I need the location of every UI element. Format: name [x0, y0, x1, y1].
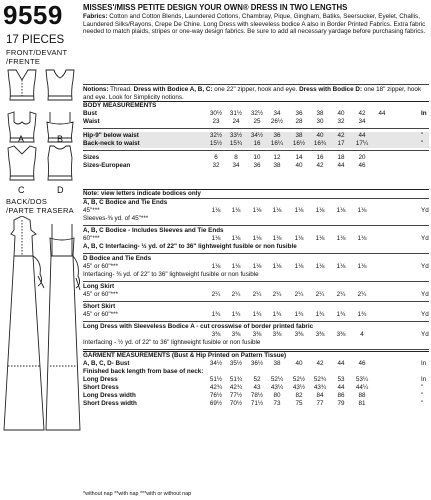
table-cell: 30½ [209, 110, 223, 117]
divider [83, 349, 429, 350]
table-cell: 2¼ [357, 291, 367, 298]
unit-cell: " [421, 392, 424, 399]
table-cell: 1¾ [357, 311, 367, 318]
table-cell: 52¼ [270, 376, 284, 383]
unit-cell: In [421, 360, 427, 367]
view-letter-c: C [18, 185, 25, 195]
table-cell: 51½ [209, 376, 223, 383]
row-label: Waist [83, 118, 100, 125]
table-cell: 34 [232, 162, 240, 169]
table-cell: 69½ [209, 400, 223, 407]
table-cell: 77½ [229, 392, 243, 399]
table-cell: 75 [295, 400, 303, 407]
yardage-row [83, 243, 429, 251]
table-cell: 34 [273, 110, 281, 117]
table-cell: 2¼ [315, 291, 325, 298]
front-view-label-2: /FRENTE [6, 57, 41, 66]
table-cell: 1⅛ [231, 207, 241, 214]
table-cell: 42 [358, 110, 366, 117]
table-cell: 32½ [209, 132, 223, 139]
table-cell: 8 [234, 154, 238, 161]
table-cell: 3⅜ [272, 331, 282, 338]
row-label: Sleeves-⅜ yd. of 45"*** [83, 215, 149, 222]
table-cell: 1⅛ [294, 235, 304, 242]
garment-measurement-row [83, 376, 429, 384]
back-view-label-2: /PARTE TRASERA [6, 206, 74, 215]
table-cell: 1⅛ [336, 207, 346, 214]
table-cell: 1¾ [336, 311, 346, 318]
section-heading: Short Skirt [83, 303, 116, 310]
table-cell: 3⅜ [252, 331, 262, 338]
row-label: Sizes [83, 154, 100, 161]
piece-count: 17 PIECES [6, 34, 65, 46]
table-cell: 6 [214, 154, 218, 161]
unit-cell: Yd [421, 291, 429, 298]
table-cell: 4 [360, 331, 364, 338]
table-cell: 1¾ [294, 311, 304, 318]
table-cell: 40 [295, 360, 303, 367]
table-cell: 1⅛ [315, 207, 325, 214]
table-cell: 1⅛ [357, 235, 367, 242]
yardage-row [83, 215, 429, 223]
table-cell: 18 [337, 154, 345, 161]
section-heading: A, B, C Bodice - Includes Sleeves and Tie Ends [83, 227, 224, 234]
row-label: A, B, C, D- Bust [83, 360, 130, 367]
table-cell: 35½ [229, 360, 243, 367]
garment-measurement-row [83, 368, 429, 376]
fabrics-text: Cotton and Cotton Blends, Laundered Cottons, Chambray, Pique, Gingham, Batiks, Seersucker, Eyelet, Challis, Laundered Silks/Rayons, Crepe De Chine. Long Dress with sleeveless bodice A also in Border Printed Fabrics. Extra fabric needed to match plaids, stripes or one-way design fabrics. Be sure to add all necessary yardage before purchasing fabrics. [83, 13, 426, 36]
notions-bold-1: Dress with Bodice A, B, C: [133, 86, 213, 93]
table-cell: 88 [358, 392, 366, 399]
table-cell: 1⅛ [252, 263, 262, 270]
back-view-label: BACK/DOS [6, 197, 48, 206]
table-cell: 12 [273, 154, 281, 161]
unit-cell: Yd [421, 207, 429, 214]
table-cell: 34½ [250, 132, 264, 139]
divider [83, 225, 429, 226]
table-cell: 36½ [250, 360, 264, 367]
table-cell: 1⅛ [231, 235, 241, 242]
table-cell: 1⅛ [357, 207, 367, 214]
yardage-row [83, 311, 429, 319]
table-cell: 17¼ [355, 140, 369, 147]
table-cell: 1⅛ [211, 263, 221, 270]
table-cell: 32 [337, 118, 345, 125]
footnote: *without nap **with nap ***with or without nap [83, 491, 192, 497]
table-cell: 53 [337, 376, 345, 383]
table-cell: 3⅜ [336, 331, 346, 338]
table-cell: 1⅛ [211, 235, 221, 242]
table-cell: 52½ [292, 376, 306, 383]
table-cell: 2¼ [211, 291, 221, 298]
table-cell: 1¾ [211, 311, 221, 318]
table-cell: 71½ [250, 400, 264, 407]
table-cell: 3⅜ [315, 331, 325, 338]
table-cell: 1⅛ [272, 235, 282, 242]
body-measurement-row [83, 132, 429, 140]
table-cell: 14 [295, 154, 303, 161]
table-cell: 25 [253, 118, 261, 125]
dress-back-sketches [0, 216, 82, 490]
table-cell: 2¼ [336, 291, 346, 298]
table-cell: 51¾ [229, 376, 243, 383]
unit-cell: " [421, 140, 424, 147]
table-cell: 38 [273, 162, 281, 169]
yardage-row [83, 291, 429, 299]
table-cell: 46 [358, 162, 366, 169]
row-label: Interfacing - ½ yd. of 22" to 36" lightweight fusible or non fusible [83, 339, 261, 346]
table-cell: 36 [273, 132, 281, 139]
table-cell: 40 [337, 110, 345, 117]
unit-cell: Yd [421, 263, 429, 270]
row-label: Bust [83, 110, 97, 117]
yardage-row [83, 263, 429, 271]
notions-text-3: one 18" zipper, hook and eye. Look for Simplicity notions. [83, 86, 422, 101]
table-cell: 1⅛ [294, 263, 304, 270]
row-label: 60"*** [83, 235, 100, 242]
section-heading: D Bodice and Tie Ends [83, 255, 152, 262]
row-label: 45" or 60"*** [83, 291, 118, 298]
table-cell: 42¾ [209, 384, 223, 391]
pattern-title: MISSES'/MISS PETITE DESIGN YOUR OWN® DRESS IN TWO LENGTHS [83, 3, 348, 12]
table-cell: 15¾ [229, 140, 243, 147]
table-cell: 33½ [229, 132, 243, 139]
body-measurements-heading: BODY MEASUREMENTS [83, 102, 157, 109]
table-cell: 2¼ [294, 291, 304, 298]
table-cell: 1⅛ [252, 235, 262, 242]
pattern-number: 9559 [3, 0, 63, 30]
notions-label: Notions: [83, 86, 109, 93]
table-cell: 40 [316, 132, 324, 139]
unit-cell: " [421, 384, 424, 391]
table-cell: 82 [295, 392, 303, 399]
row-label: Hip-9" below waist [83, 132, 139, 139]
bodice-sketches-c-d [0, 144, 82, 186]
table-cell: 16½ [292, 140, 306, 147]
garment-measurement-row [83, 384, 429, 392]
table-cell: 44 [378, 110, 386, 117]
table-cell: 30 [316, 118, 324, 125]
table-cell: 1⅛ [336, 235, 346, 242]
table-cell: 84 [316, 392, 324, 399]
body-measurement-row [83, 162, 429, 170]
garment-measurement-row [83, 400, 429, 408]
table-cell: 43¼ [270, 384, 284, 391]
table-cell: 16¼ [270, 140, 284, 147]
table-cell: 73 [273, 400, 281, 407]
section-heading: A, B, C Bodice and Tie Ends [83, 199, 168, 206]
table-cell: 44 [337, 360, 345, 367]
front-view-label: FRONT/DEVANT [6, 48, 68, 57]
table-cell: 77 [316, 400, 324, 407]
row-label: Short Dress width [83, 400, 137, 407]
table-cell: 38 [316, 110, 324, 117]
row-label: 45" or 60"*** [83, 263, 118, 270]
table-cell: 38 [273, 360, 281, 367]
row-label: Finished back length from base of neck: [83, 368, 204, 375]
table-cell: 1⅛ [315, 263, 325, 270]
table-cell: 16 [253, 140, 261, 147]
garment-measurement-row [83, 360, 429, 368]
table-cell: 34½ [209, 360, 223, 367]
table-cell: 36 [253, 162, 261, 169]
row-label: 45"*** [83, 207, 100, 214]
table-cell: 1⅛ [272, 263, 282, 270]
table-cell: 17 [337, 140, 345, 147]
table-cell: 15½ [209, 140, 223, 147]
unit-cell: Yd [421, 331, 429, 338]
table-cell: 44¼ [355, 384, 369, 391]
yardage-row [83, 235, 429, 243]
table-cell: 52 [253, 376, 261, 383]
divider [83, 84, 429, 85]
table-cell: 3⅜ [211, 331, 221, 338]
table-cell: 16¾ [313, 140, 327, 147]
body-measurement-row [83, 140, 429, 148]
row-label: Back-neck to waist [83, 140, 140, 147]
table-cell: 40 [295, 162, 303, 169]
table-cell: 38 [295, 132, 303, 139]
table-cell: 1¾ [252, 311, 262, 318]
table-cell: 44 [358, 132, 366, 139]
view-letter-b: B [57, 134, 64, 144]
body-measurements-unit: In [421, 110, 427, 117]
section-heading: GARMENT MEASUREMENTS (Bust & Hip Printed on Pattern Tissue) [83, 352, 287, 359]
table-cell: 53¼ [355, 376, 369, 383]
table-cell: 28 [295, 118, 303, 125]
table-cell: 42 [316, 162, 324, 169]
table-cell: 10 [253, 154, 261, 161]
notions-text-2: one 22" zipper, hook and eye. [212, 86, 300, 93]
notions-paragraph [83, 86, 429, 101]
row-label: A, B, C Interfacing- ½ yd. of 22" to 36" lightweight fusible or non fusible [83, 243, 297, 250]
section-heading: Long Dress with Sleeveless Bodice A - cut crosswise of border printed fabric [83, 323, 314, 330]
table-cell: 1¾ [315, 311, 325, 318]
unit-cell: Yd [421, 235, 429, 242]
divider [83, 321, 429, 322]
yardage-row [83, 207, 429, 215]
table-cell: 1⅛ [211, 207, 221, 214]
yardage-row [83, 339, 429, 347]
table-cell: 23 [212, 118, 220, 125]
unit-cell: " [421, 132, 424, 139]
table-cell: 31½ [229, 110, 243, 117]
yardage-row [83, 331, 429, 339]
table-cell: 86 [337, 392, 345, 399]
table-cell: 34 [358, 118, 366, 125]
row-label: Short Dress [83, 384, 119, 391]
table-cell: 1⅛ [357, 263, 367, 270]
table-cell: 52¾ [313, 376, 327, 383]
table-cell: 2¼ [272, 291, 282, 298]
table-cell: 2¼ [252, 291, 262, 298]
table-cell: 1⅛ [231, 263, 241, 270]
table-cell: 26½ [270, 118, 284, 125]
table-cell: 79 [337, 400, 345, 407]
table-cell: 76½ [209, 392, 223, 399]
table-cell: 70½ [229, 400, 243, 407]
row-label: Long Dress [83, 376, 118, 383]
table-cell: 46 [358, 360, 366, 367]
unit-cell: " [421, 400, 424, 407]
fabrics-label: Fabrics: [83, 13, 108, 20]
table-cell: 44 [337, 384, 345, 391]
row-label: Sizes-European [83, 162, 131, 169]
table-cell: 16 [316, 154, 324, 161]
table-cell: 43 [253, 384, 261, 391]
table-cell: 32 [212, 162, 220, 169]
body-measurement-row [83, 118, 429, 126]
table-cell: 3⅜ [294, 331, 304, 338]
divider [83, 150, 429, 151]
table-cell: 1⅛ [315, 235, 325, 242]
table-cell: 36 [295, 110, 303, 117]
table-cell: 1⅛ [294, 207, 304, 214]
row-label: Long Dress width [83, 392, 136, 399]
view-note: Note: view letters indicate bodices only [83, 190, 201, 197]
yardage-row [83, 271, 429, 279]
body-measurement-row [83, 110, 429, 118]
table-cell: 44 [337, 162, 345, 169]
table-cell: 43¾ [313, 384, 327, 391]
section-heading: Long Skirt [83, 283, 115, 290]
table-cell: 78½ [250, 392, 264, 399]
table-cell: 42 [337, 132, 345, 139]
table-cell: 1¾ [272, 311, 282, 318]
table-cell: 1¾ [231, 311, 241, 318]
table-cell: 1⅛ [272, 207, 282, 214]
table-cell: 2¼ [231, 291, 241, 298]
divider [83, 253, 429, 254]
table-cell: 42¾ [229, 384, 243, 391]
table-cell: 24 [232, 118, 240, 125]
divider [83, 128, 429, 129]
view-letter-d: D [57, 185, 64, 195]
table-cell: 20 [358, 154, 366, 161]
divider [83, 281, 429, 282]
table-cell: 80 [273, 392, 281, 399]
table-cell: 1⅛ [336, 263, 346, 270]
body-measurement-row [83, 154, 429, 162]
divider [83, 301, 429, 302]
table-cell: 43½ [292, 384, 306, 391]
table-cell: 42 [316, 360, 324, 367]
table-cell: 1⅛ [252, 207, 262, 214]
unit-cell: Yd [421, 311, 429, 318]
table-cell: 32½ [250, 110, 264, 117]
row-label: Interfacing- ⅜ yd. of 22" to 36" lightweight fusible or non fusible [83, 271, 259, 278]
row-label: 45" or 60"*** [83, 311, 118, 318]
view-letter-a: A [18, 134, 25, 144]
unit-cell: In [421, 376, 427, 383]
table-cell: 81 [358, 400, 366, 407]
notions-bold-2: Dress with Bodice D: [299, 86, 363, 93]
garment-measurement-row [83, 392, 429, 400]
notions-text-1: Thread. [108, 86, 134, 93]
table-cell: 3⅜ [231, 331, 241, 338]
fabrics-paragraph [83, 13, 429, 36]
